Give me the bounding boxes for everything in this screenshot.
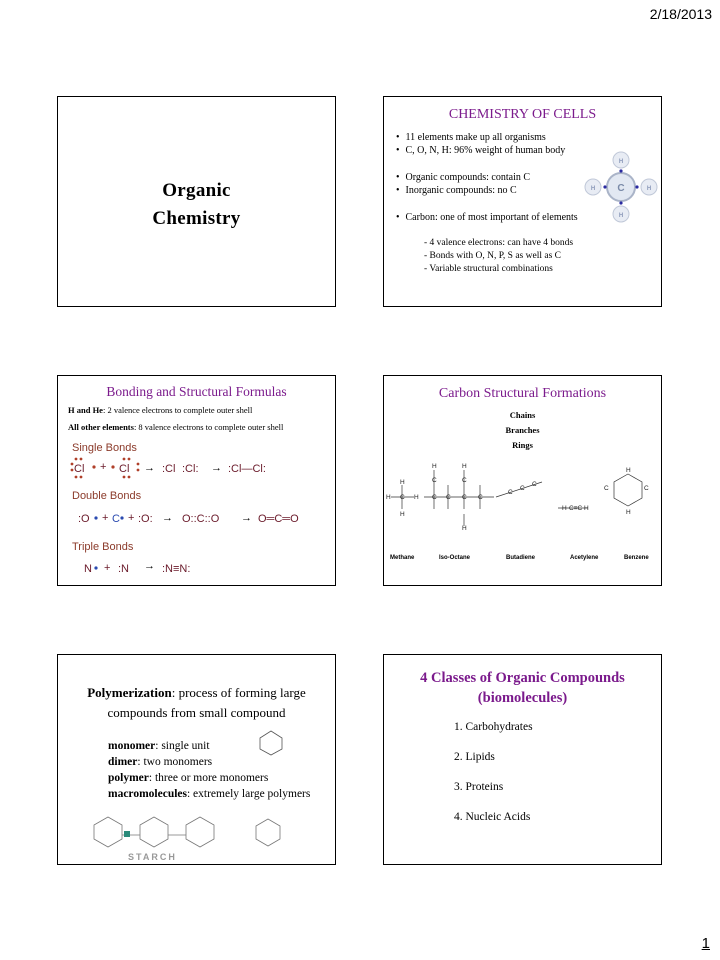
bullet-item: • 11 elements make up all organisms [396,131,565,144]
branches-label: Branches [505,425,540,435]
svg-text:C: C [400,494,405,501]
svg-text:C: C [446,494,451,501]
svg-text:H: H [646,186,652,192]
svg-text:C: C [532,481,537,488]
svg-text:H: H [386,494,391,501]
molecule-name: Benzene [624,555,649,561]
subpoint-item: - Bonds with O, N, P, S as well as C [424,250,573,263]
slide-title: 4 Classes of Organic Compounds (biomolecules) [420,670,625,706]
svg-text:→: → [144,462,155,474]
slide-organic-chemistry [57,96,336,307]
chains-label: Chains [509,410,536,420]
starch-label: STARCH [128,852,177,862]
page-number: 1 [701,935,710,952]
svg-text:+: + [128,512,135,524]
molecule-name: Butadiene [506,555,536,561]
bullet-list [396,131,565,157]
svg-text:H: H [618,159,624,165]
svg-text::O:: :O: [138,513,153,525]
svg-text:O::C::O: O::C::O [182,513,220,525]
svg-text:H: H [414,494,419,501]
svg-text:C: C [508,489,513,496]
slide-bonding [57,375,336,586]
bullet-item: • Organic compounds: contain C [396,171,530,184]
svg-text:C: C [462,494,467,501]
bullet-item: • Carbon: one of most important of elements [396,211,578,224]
methane-atom-diagram [574,151,662,231]
double-bonds-heading: Double Bonds [72,490,142,502]
slide-title: Organic Chemistry [152,180,241,229]
svg-text::N≡N:: :N≡N: [162,563,191,575]
subpoint-item: - 4 valence electrons: can have 4 bonds [424,237,573,250]
svg-text::O: :O [78,513,90,525]
svg-text:C: C [478,494,483,501]
svg-text::N: :N [118,563,129,575]
rings-label: Rings [512,440,533,450]
triple-bonds-heading: Triple Bonds [72,541,134,553]
single-bonds-heading: Single Bonds [72,442,137,454]
slide-carbon-structures [383,375,662,586]
svg-text:→: → [162,512,173,524]
carbon-structures-diagram [384,452,662,552]
svg-text:H: H [626,509,631,516]
svg-text:C: C [432,494,437,501]
svg-text:H: H [432,463,437,470]
molecule-name: Iso-Octane [439,555,471,561]
lewis-structures [58,456,336,586]
svg-text:N: N [84,563,92,575]
svg-text:+: + [102,512,109,524]
slide-title: Carbon Structural Formations [438,386,607,401]
svg-text::Cl:: :Cl: [182,463,199,475]
valence-line: All other elements: 8 valence electrons to complete outer shell [68,422,284,432]
svg-text:C: C [462,477,467,484]
bullet-item: • Inorganic compounds: no C [396,184,530,197]
svg-text:C: C [112,513,120,525]
valence-line: H and He: 2 valence electrons to complete outer shell [68,405,253,415]
svg-text:+: + [100,461,107,473]
subpoint-item: - Variable structural combinations [424,263,573,276]
term-row: dimer: two monomers [108,756,213,768]
svg-text:H: H [400,511,405,518]
svg-text:H: H [562,505,567,512]
svg-text:Cl: Cl [119,463,130,475]
list-item: 3. Proteins [454,781,504,793]
svg-text:C: C [604,485,609,492]
term-row: macromolecules: extremely large polymers [108,788,311,800]
subpoint-list [424,237,573,276]
svg-text:H: H [626,467,631,474]
svg-text:→: → [211,462,222,474]
molecule-name: Acetylene [570,555,599,561]
svg-text:C: C [432,477,437,484]
svg-text:H: H [462,463,467,470]
svg-text:→: → [144,560,155,572]
bullet-item: • C, O, N, H: 96% weight of human body [396,144,565,157]
svg-text::Cl: :Cl [162,463,176,475]
glucose-ring-icon [256,725,286,759]
svg-text:H: H [590,186,596,192]
bullet-list [396,211,578,224]
bullet-list [396,171,530,197]
term-row: polymer: three or more monomers [108,772,269,784]
svg-text:C: C [520,485,525,492]
svg-text:H: H [584,505,589,512]
slide-polymerization [57,654,336,865]
slide-title: Bonding and Structural Formulas [106,384,287,399]
monomer-ring-diagram [246,807,290,857]
date-header: 2/18/2013 [649,6,712,22]
starch-diagram [88,805,238,863]
list-item: 1. Carbohydrates [454,721,533,733]
svg-text:O═C═O: O═C═O [258,513,299,525]
svg-text:+: + [104,562,111,574]
svg-text:C: C [644,485,649,492]
svg-text:Cl: Cl [74,463,85,475]
svg-text:H: H [618,213,624,219]
polymerization-definition: Polymerization: process of forming large compounds from small compound [87,685,306,720]
list-item: 2. Lipids [454,751,495,763]
slide-title: CHEMISTRY OF CELLS [448,107,597,122]
biomolecule-list [454,721,533,841]
svg-text::Cl—Cl:: :Cl—Cl: [228,463,266,475]
slide-chemistry-of-cells [383,96,662,307]
svg-text:H: H [462,525,467,532]
svg-text:C≡C: C≡C [569,505,583,512]
list-item: 4. Nucleic Acids [454,811,531,823]
carbon-label: C [617,183,625,194]
slide-biomolecules [383,654,662,865]
molecule-name: Methane [390,555,415,561]
term-row: monomer: single unit [108,740,210,752]
svg-text:→: → [241,512,252,524]
svg-text:H: H [400,479,405,486]
